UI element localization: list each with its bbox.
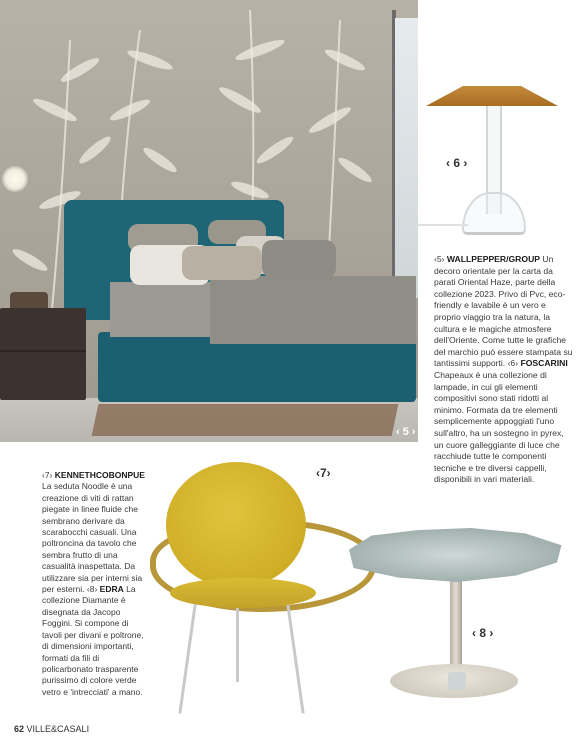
description-7: La seduta Noodle è una creazione di viti di rattan piegate in linee fluide che sembrano derivare da scarabocchi casuali. Una poltroncina da tavolo che sembra frutto di una casualità inaspettata. Da utilizzare sia per interni sia per esterni. (42, 481, 143, 595)
chair-leg (236, 606, 239, 682)
product-number-8: ‹ 8 › (472, 626, 494, 640)
window (395, 18, 418, 298)
bedroom-photo (0, 0, 418, 442)
brand-kennethcobonpue: KENNETHCOBONPUE (54, 470, 145, 480)
item-number-7: ‹7› (42, 470, 53, 480)
bed-blanket (210, 276, 416, 344)
item-number-6: ‹6› (507, 358, 519, 369)
lamp-base (462, 192, 526, 235)
lamp-shade (426, 86, 558, 106)
description-6: Chapeaux è una collezione di lampade, in cui gli elementi compositivi sono stati ridotti al minimo. Formata da tre elementi semplicemente appoggiati l'uno sull'altro, ha un sostegno in pyrex, un cuore galleggiante di luce che racchiude tutte le componenti tecniche e tre diversi cappelli, disponibili in vari materiali. (434, 369, 564, 485)
product-number-6: ‹ 6 › (446, 156, 468, 170)
chair-backrest (166, 462, 306, 588)
item-number-5: ‹5› (434, 254, 445, 264)
page-number: 62 (14, 724, 25, 734)
nightstand (0, 308, 86, 400)
product-number-5: ‹ 5 › (396, 426, 416, 438)
pillow (182, 246, 262, 280)
brand-foscarini: FOSCARINI (520, 358, 568, 369)
rug (92, 404, 399, 436)
magazine-name: VILLE&CASALI (26, 724, 90, 734)
table-stem (450, 580, 462, 674)
table-base-glass (448, 672, 466, 690)
page-footer (14, 724, 89, 734)
brand-wallpepper: WALLPEPPER/GROUP (446, 254, 541, 264)
pillow (262, 240, 336, 278)
description-8: La collezione Diamante è disegnata da Jacopo Foggini. Si compone di tavoli per divani e poltrone, di dimensioni importanti, formati da fili di policarbonato trasparente purissimo di colore verde vetro e 'intrecciati' a mano. (42, 584, 144, 697)
lamp-cord (418, 224, 468, 226)
description-5: Un decoro orientale per la carta da parati Oriental Haze, parte della collezione 2023. Privo di Pvc, eco-friendly e lavabile è un vero e proprio viaggio tra la natura, la cultura e le magiche atmosfere dell'Oriente. Come tutte le grafiche del marchio può essere stampata su tantissimi supporti. (434, 254, 573, 369)
wall-lamp (2, 166, 28, 192)
nightstand-drawer-line (0, 350, 86, 352)
chair-leg (286, 604, 304, 713)
text-column-right (434, 254, 574, 486)
item-number-8: ‹8› (86, 584, 98, 595)
text-column-left (42, 470, 146, 698)
chair-leg (178, 604, 196, 713)
product-number-7: ‹7› (316, 466, 331, 480)
chair-seat-cushion (170, 578, 316, 608)
brand-edra: EDRA (99, 584, 124, 595)
